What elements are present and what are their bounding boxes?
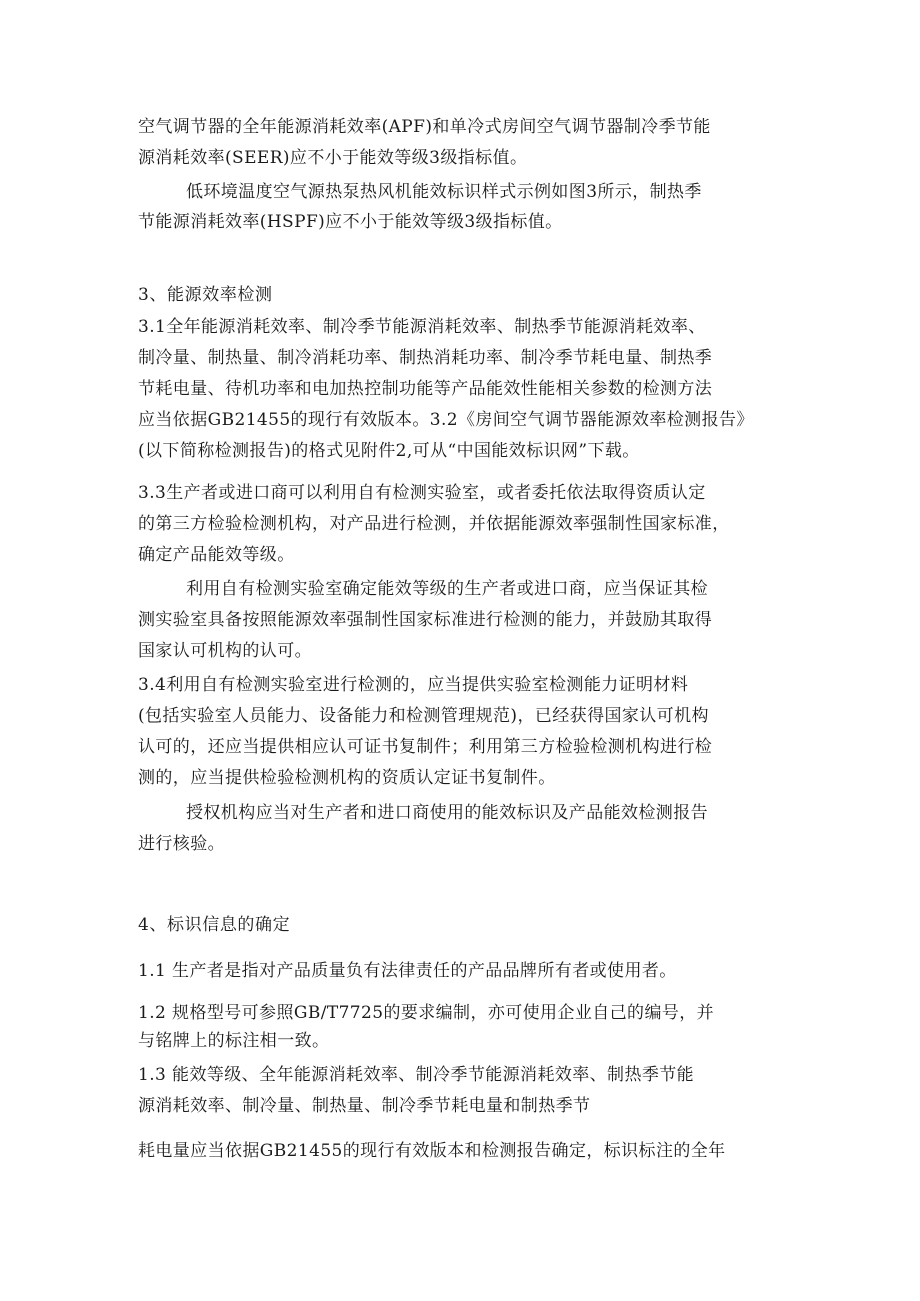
paragraph-3-1-line-1: 3.1全年能源消耗效率、制冷季节能源消耗效率、制热季节能源消耗效率、 bbox=[138, 317, 706, 337]
paragraph-3-1-line-4: 应当依据GB21455的现行有效版本。3.2《房间空气调节器能源效率检测报告》 bbox=[138, 410, 754, 430]
paragraph-self-lab-line-2: 测实验室具备按照能源效率强制性国家标准进行检测的能力，并鼓励其取得 bbox=[138, 610, 713, 630]
paragraph-3-3-line-2: 的第三方检验检测机构，对产品进行检测，并依据能源效率强制性国家标准， bbox=[138, 514, 730, 534]
section-heading-4: 4、标识信息的确定 bbox=[138, 915, 291, 935]
paragraph-apf-line-2: 源消耗效率(SEER)应不小于能效等级3级指标值。 bbox=[138, 148, 528, 168]
paragraph-hspf-line-2: 节能源消耗效率(HSPF)应不小于能效等级3级指标值。 bbox=[138, 212, 563, 232]
paragraph-3-1-line-3: 节耗电量、待机功率和电加热控制功能等产品能效性能相关参数的检测方法 bbox=[138, 379, 713, 399]
paragraph-authorized-line-1: 授权机构应当对生产者和进口商使用的能效标识及产品能效检测报告 bbox=[186, 803, 708, 823]
paragraph-1-3-line-1: 1.3 能效等级、全年能源消耗效率、制冷季节能源消耗效率、制热季节能 bbox=[138, 1065, 695, 1085]
paragraph-hspf-line-1: 低环境温度空气源热泵热风机能效标识样式示例如图3所示，制热季 bbox=[186, 182, 702, 202]
paragraph-authorized-line-2: 进行核验。 bbox=[138, 834, 225, 854]
paragraph-3-4-line-3: 认可的，还应当提供相应认可证书复制件；利用第三方检验检测机构进行检 bbox=[138, 737, 713, 757]
section-heading-3: 3、能源效率检测 bbox=[138, 285, 273, 305]
paragraph-3-3-line-1: 3.3生产者或进口商可以利用自有检测实验室，或者委托依法取得资质认定 bbox=[138, 483, 706, 503]
paragraph-tail-line-1: 耗电量应当依据GB21455的现行有效版本和检测报告确定，标识标注的全年 bbox=[138, 1141, 726, 1161]
paragraph-1-2-line-1: 1.2 规格型号可参照GB/T7725的要求编制，亦可使用企业自己的编号，并 bbox=[138, 1003, 715, 1023]
paragraph-3-1-line-2: 制冷量、制热量、制冷消耗功率、制热消耗功率、制冷季节耗电量、制热季 bbox=[138, 348, 713, 368]
paragraph-3-4-line-4: 测的，应当提供检验检测机构的资质认定证书复制件。 bbox=[138, 768, 556, 788]
paragraph-3-4-line-2: (包括实验室人员能力、设备能力和检测管理规范)，已经获得国家认可机构 bbox=[138, 706, 709, 726]
paragraph-3-1-line-5: (以下简称检测报告)的格式见附件2,可从“中国能效标识网”下载。 bbox=[138, 441, 640, 461]
paragraph-1-1-line-1: 1.1 生产者是指对产品质量负有法律责任的产品品牌所有者或使用者。 bbox=[138, 961, 677, 981]
paragraph-self-lab-line-3: 国家认可机构的认可。 bbox=[138, 641, 312, 661]
paragraph-3-4-line-1: 3.4利用自有检测实验室进行检测的，应当提供实验室检测能力证明材料 bbox=[138, 675, 689, 695]
paragraph-1-2-line-2: 与铭牌上的标注相一致。 bbox=[138, 1031, 330, 1051]
paragraph-self-lab-line-1: 利用自有检测实验室确定能效等级的生产者或进口商，应当保证其检 bbox=[186, 579, 708, 599]
paragraph-3-3-line-3: 确定产品能效等级。 bbox=[138, 545, 295, 565]
paragraph-1-3-line-2: 源消耗效率、制冷量、制热量、制冷季节耗电量和制热季节 bbox=[138, 1096, 591, 1116]
paragraph-apf-line-1: 空气调节器的全年能源消耗效率(APF)和单冷式房间空气调节器制冷季节能 bbox=[138, 117, 711, 137]
